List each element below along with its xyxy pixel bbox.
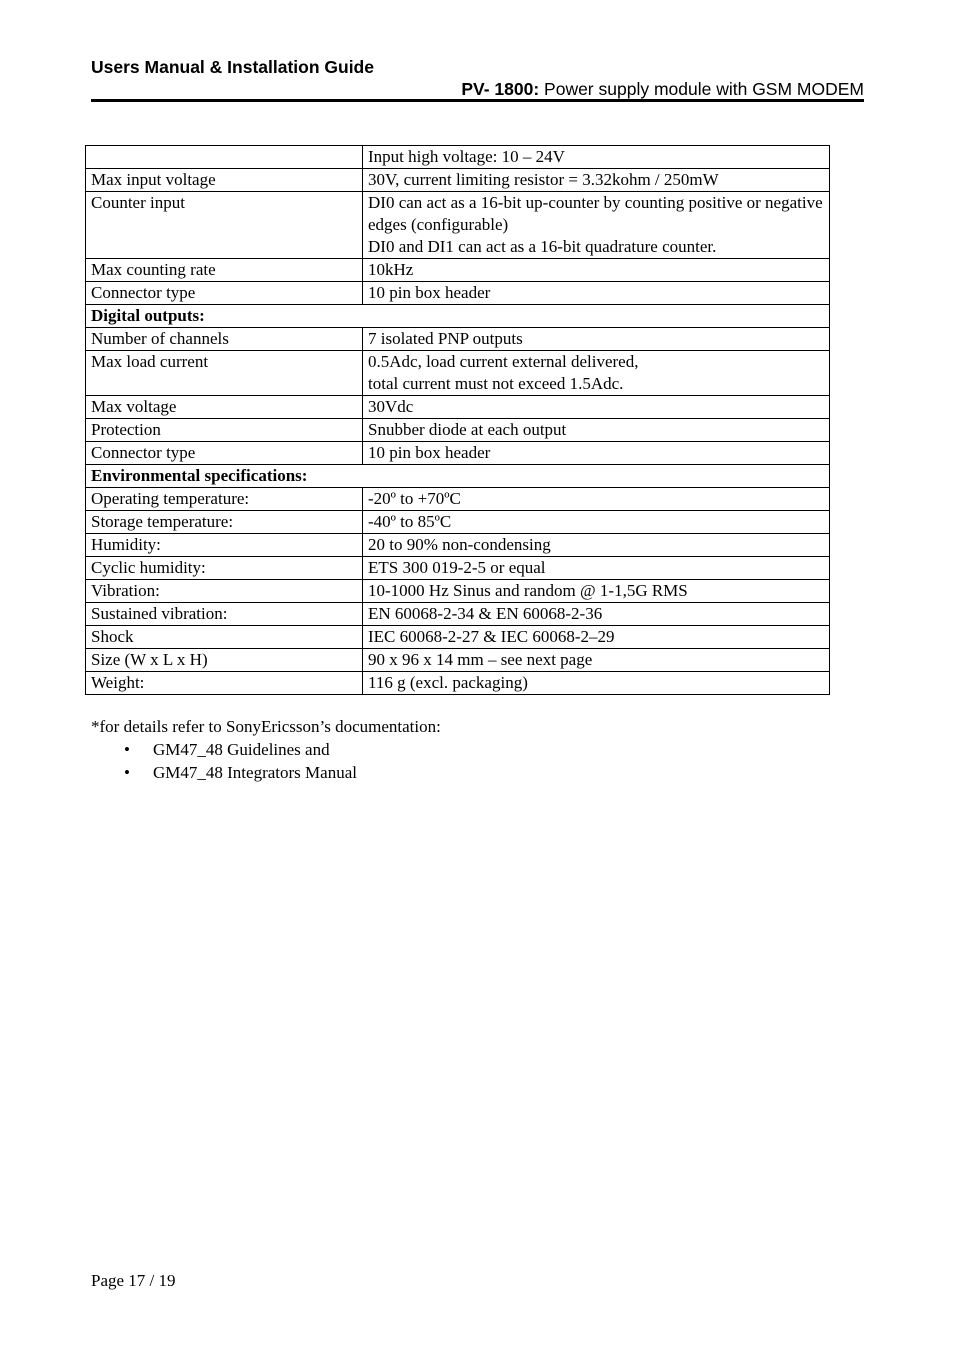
spec-value: 0.5Adc, load current external delivered, total current must not exceed 1.5Adc. — [363, 351, 830, 396]
spec-label: Size (W x L x H) — [86, 649, 363, 672]
spec-label: Shock — [86, 626, 363, 649]
bullet-icon: • — [124, 763, 130, 782]
spec-label: Vibration: — [86, 580, 363, 603]
spec-value: 30V, current limiting resistor = 3.32kohm / 250mW — [363, 169, 830, 192]
table-row — [86, 192, 830, 259]
spec-label: Max load current — [86, 351, 363, 396]
spec-label: Weight: — [86, 672, 363, 695]
spec-label: Number of channels — [86, 328, 363, 351]
product-description: Power supply module with GSM MODEM — [539, 79, 864, 99]
spec-value: -40º to 85ºC — [363, 511, 830, 534]
list-item-text: GM47_48 Integrators Manual — [153, 763, 357, 782]
table-row — [86, 396, 830, 419]
table-row — [86, 649, 830, 672]
table-section-row — [86, 305, 830, 328]
spec-label: Connector type — [86, 442, 363, 465]
table-row — [86, 534, 830, 557]
table-row — [86, 511, 830, 534]
spec-value: 20 to 90% non-condensing — [363, 534, 830, 557]
spec-label: Protection — [86, 419, 363, 442]
documentation-note — [91, 715, 441, 784]
spec-label: Max voltage — [86, 396, 363, 419]
product-code: PV- 1800: — [461, 79, 540, 99]
table-row — [86, 442, 830, 465]
spec-label: Connector type — [86, 282, 363, 305]
table-row — [86, 419, 830, 442]
spec-value: DI0 can act as a 16-bit up-counter by counting positive or negative edges (configurable) DI0 and DI1 can act as a 16-bit quadrature counter. — [363, 192, 830, 259]
spec-label: Max input voltage — [86, 169, 363, 192]
table-row — [86, 146, 830, 169]
spec-value: 116 g (excl. packaging) — [363, 672, 830, 695]
list-item — [91, 761, 441, 784]
spec-value: 10kHz — [363, 259, 830, 282]
table-row — [86, 328, 830, 351]
spec-value: 10 pin box header — [363, 442, 830, 465]
spec-value: EN 60068-2-34 & EN 60068-2-36 — [363, 603, 830, 626]
table-row — [86, 488, 830, 511]
table-row — [86, 259, 830, 282]
specifications-table — [85, 145, 830, 695]
table-row — [86, 603, 830, 626]
header-divider — [91, 99, 864, 102]
spec-value: Input high voltage: 10 – 24V — [363, 146, 830, 169]
page-number: Page 17 / 19 — [91, 1271, 176, 1290]
table-row — [86, 282, 830, 305]
spec-label: Cyclic humidity: — [86, 557, 363, 580]
spec-label: Max counting rate — [86, 259, 363, 282]
spec-label — [86, 146, 363, 169]
spec-label: Counter input — [86, 192, 363, 259]
note-list — [91, 738, 441, 784]
table-row — [86, 672, 830, 695]
spec-value: -20º to +70ºC — [363, 488, 830, 511]
spec-value: ETS 300 019-2-5 or equal — [363, 557, 830, 580]
section-heading: Environmental specifications: — [86, 465, 830, 488]
document-title: Users Manual & Installation Guide — [91, 57, 374, 77]
spec-label: Sustained vibration: — [86, 603, 363, 626]
table-row — [86, 580, 830, 603]
note-text: *for details refer to SonyEricsson’s documentation: — [91, 717, 441, 736]
table-row — [86, 351, 830, 396]
product-subtitle — [461, 79, 864, 100]
spec-value: 10 pin box header — [363, 282, 830, 305]
table-row — [86, 169, 830, 192]
specifications-table-body — [86, 146, 830, 695]
list-item-text: GM47_48 Guidelines and — [153, 740, 330, 759]
table-row — [86, 626, 830, 649]
spec-value: IEC 60068-2-27 & IEC 60068-2–29 — [363, 626, 830, 649]
bullet-icon: • — [124, 740, 130, 759]
spec-value: Snubber diode at each output — [363, 419, 830, 442]
spec-label: Humidity: — [86, 534, 363, 557]
spec-value: 10-1000 Hz Sinus and random @ 1-1,5G RMS — [363, 580, 830, 603]
spec-value: 30Vdc — [363, 396, 830, 419]
spec-label: Storage temperature: — [86, 511, 363, 534]
spec-value: 7 isolated PNP outputs — [363, 328, 830, 351]
list-item — [91, 738, 441, 761]
table-section-row — [86, 465, 830, 488]
table-row — [86, 557, 830, 580]
spec-label: Operating temperature: — [86, 488, 363, 511]
spec-value: 90 x 96 x 14 mm – see next page — [363, 649, 830, 672]
section-heading: Digital outputs: — [86, 305, 830, 328]
